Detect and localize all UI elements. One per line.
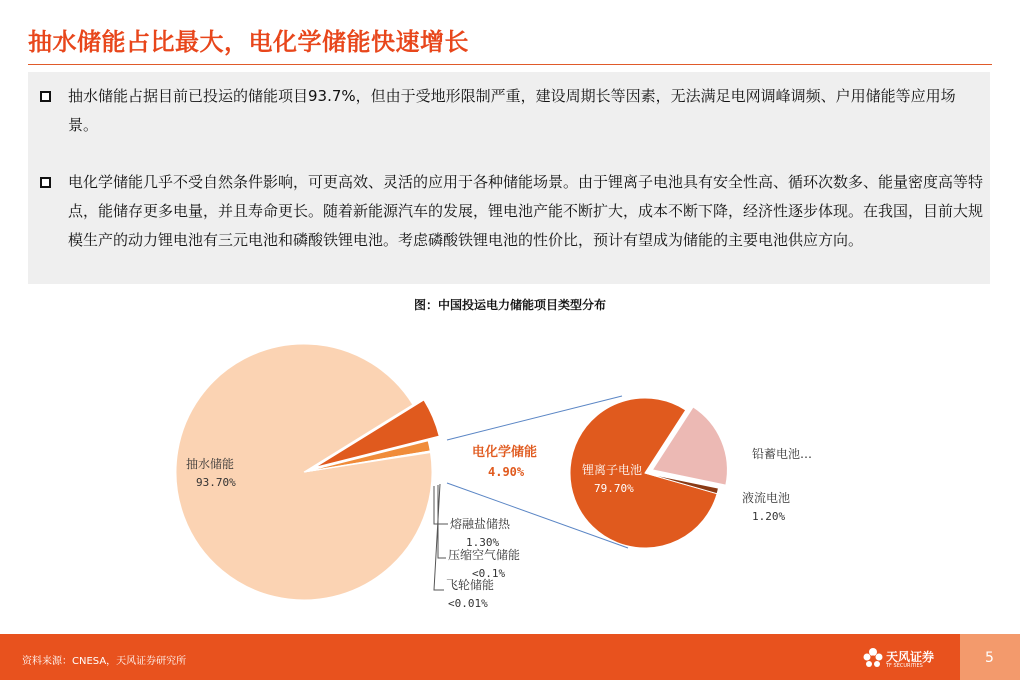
leader-line-molten-salt <box>434 486 448 524</box>
label-compressed-air-name: 压缩空气储能 <box>448 548 521 562</box>
label-molten-salt-name: 熔融盐储热 <box>450 517 511 531</box>
label-flow-battery-value: 1.20% <box>752 510 786 523</box>
label-compressed-air-value: <0.1% <box>472 567 506 580</box>
figure-title: 图：中国投运电力储能项目类型分布 <box>413 298 606 312</box>
logo-subtext: TF SECURITIES <box>886 663 923 669</box>
label-molten-salt-value: 1.30% <box>466 536 500 549</box>
source-note: 资料来源：CNESA，天风证券研究所 <box>22 656 187 667</box>
main-pie <box>176 344 439 600</box>
label-pumped-hydro-value: 93.70% <box>196 476 236 489</box>
label-electrochemical-name: 电化学储能 <box>472 445 538 460</box>
leader-line-flywheel <box>434 484 444 590</box>
flower-logo-icon <box>862 646 884 670</box>
label-flywheel-value: <0.01% <box>448 597 488 610</box>
label-flow-battery-name: 液流电池 <box>742 491 791 505</box>
page-number: 5 <box>985 650 994 666</box>
label-lead-acid-name: 铅蓄电池… <box>752 447 813 461</box>
logo-text: 天风证券 <box>886 650 935 664</box>
label-electrochemical-value: 4.90% <box>488 465 525 479</box>
page-title: 抽水储能占比最大，电化学储能快速增长 <box>28 28 469 56</box>
label-flywheel-name: 飞轮储能 <box>446 578 495 592</box>
bullet-text-1: 抽水储能占据目前已投运的储能项目93.7%，但由于受地形限制严重，建设周期长等因素，无法满足电网调峰调频、户用储能等应用场景。 <box>68 87 956 134</box>
label-li-ion-value: 79.70% <box>594 482 634 495</box>
label-pumped-hydro-name: 抽水储能 <box>186 457 235 471</box>
label-li-ion-name: 锂离子电池 <box>582 463 643 477</box>
bullet-text-2: 电化学储能几乎不受自然条件影响，可更高效、灵活的应用于各种储能场景。由于锂离子电池具有安全性高、循环次数多、能量密度高等特点，能储存更多电量，并且寿命更长。随着新能源汽车的发展，锂电池产能不断扩大，成本不断下降，经济性逐步体现。在我国，目前大规模生产的动力锂电池有三元电池和磷酸铁锂电池。考虑磷酸铁锂电池的性价比，预计有望成为储能的主要电池供应方向。 <box>68 173 984 249</box>
tf-securities-logo <box>862 646 942 672</box>
